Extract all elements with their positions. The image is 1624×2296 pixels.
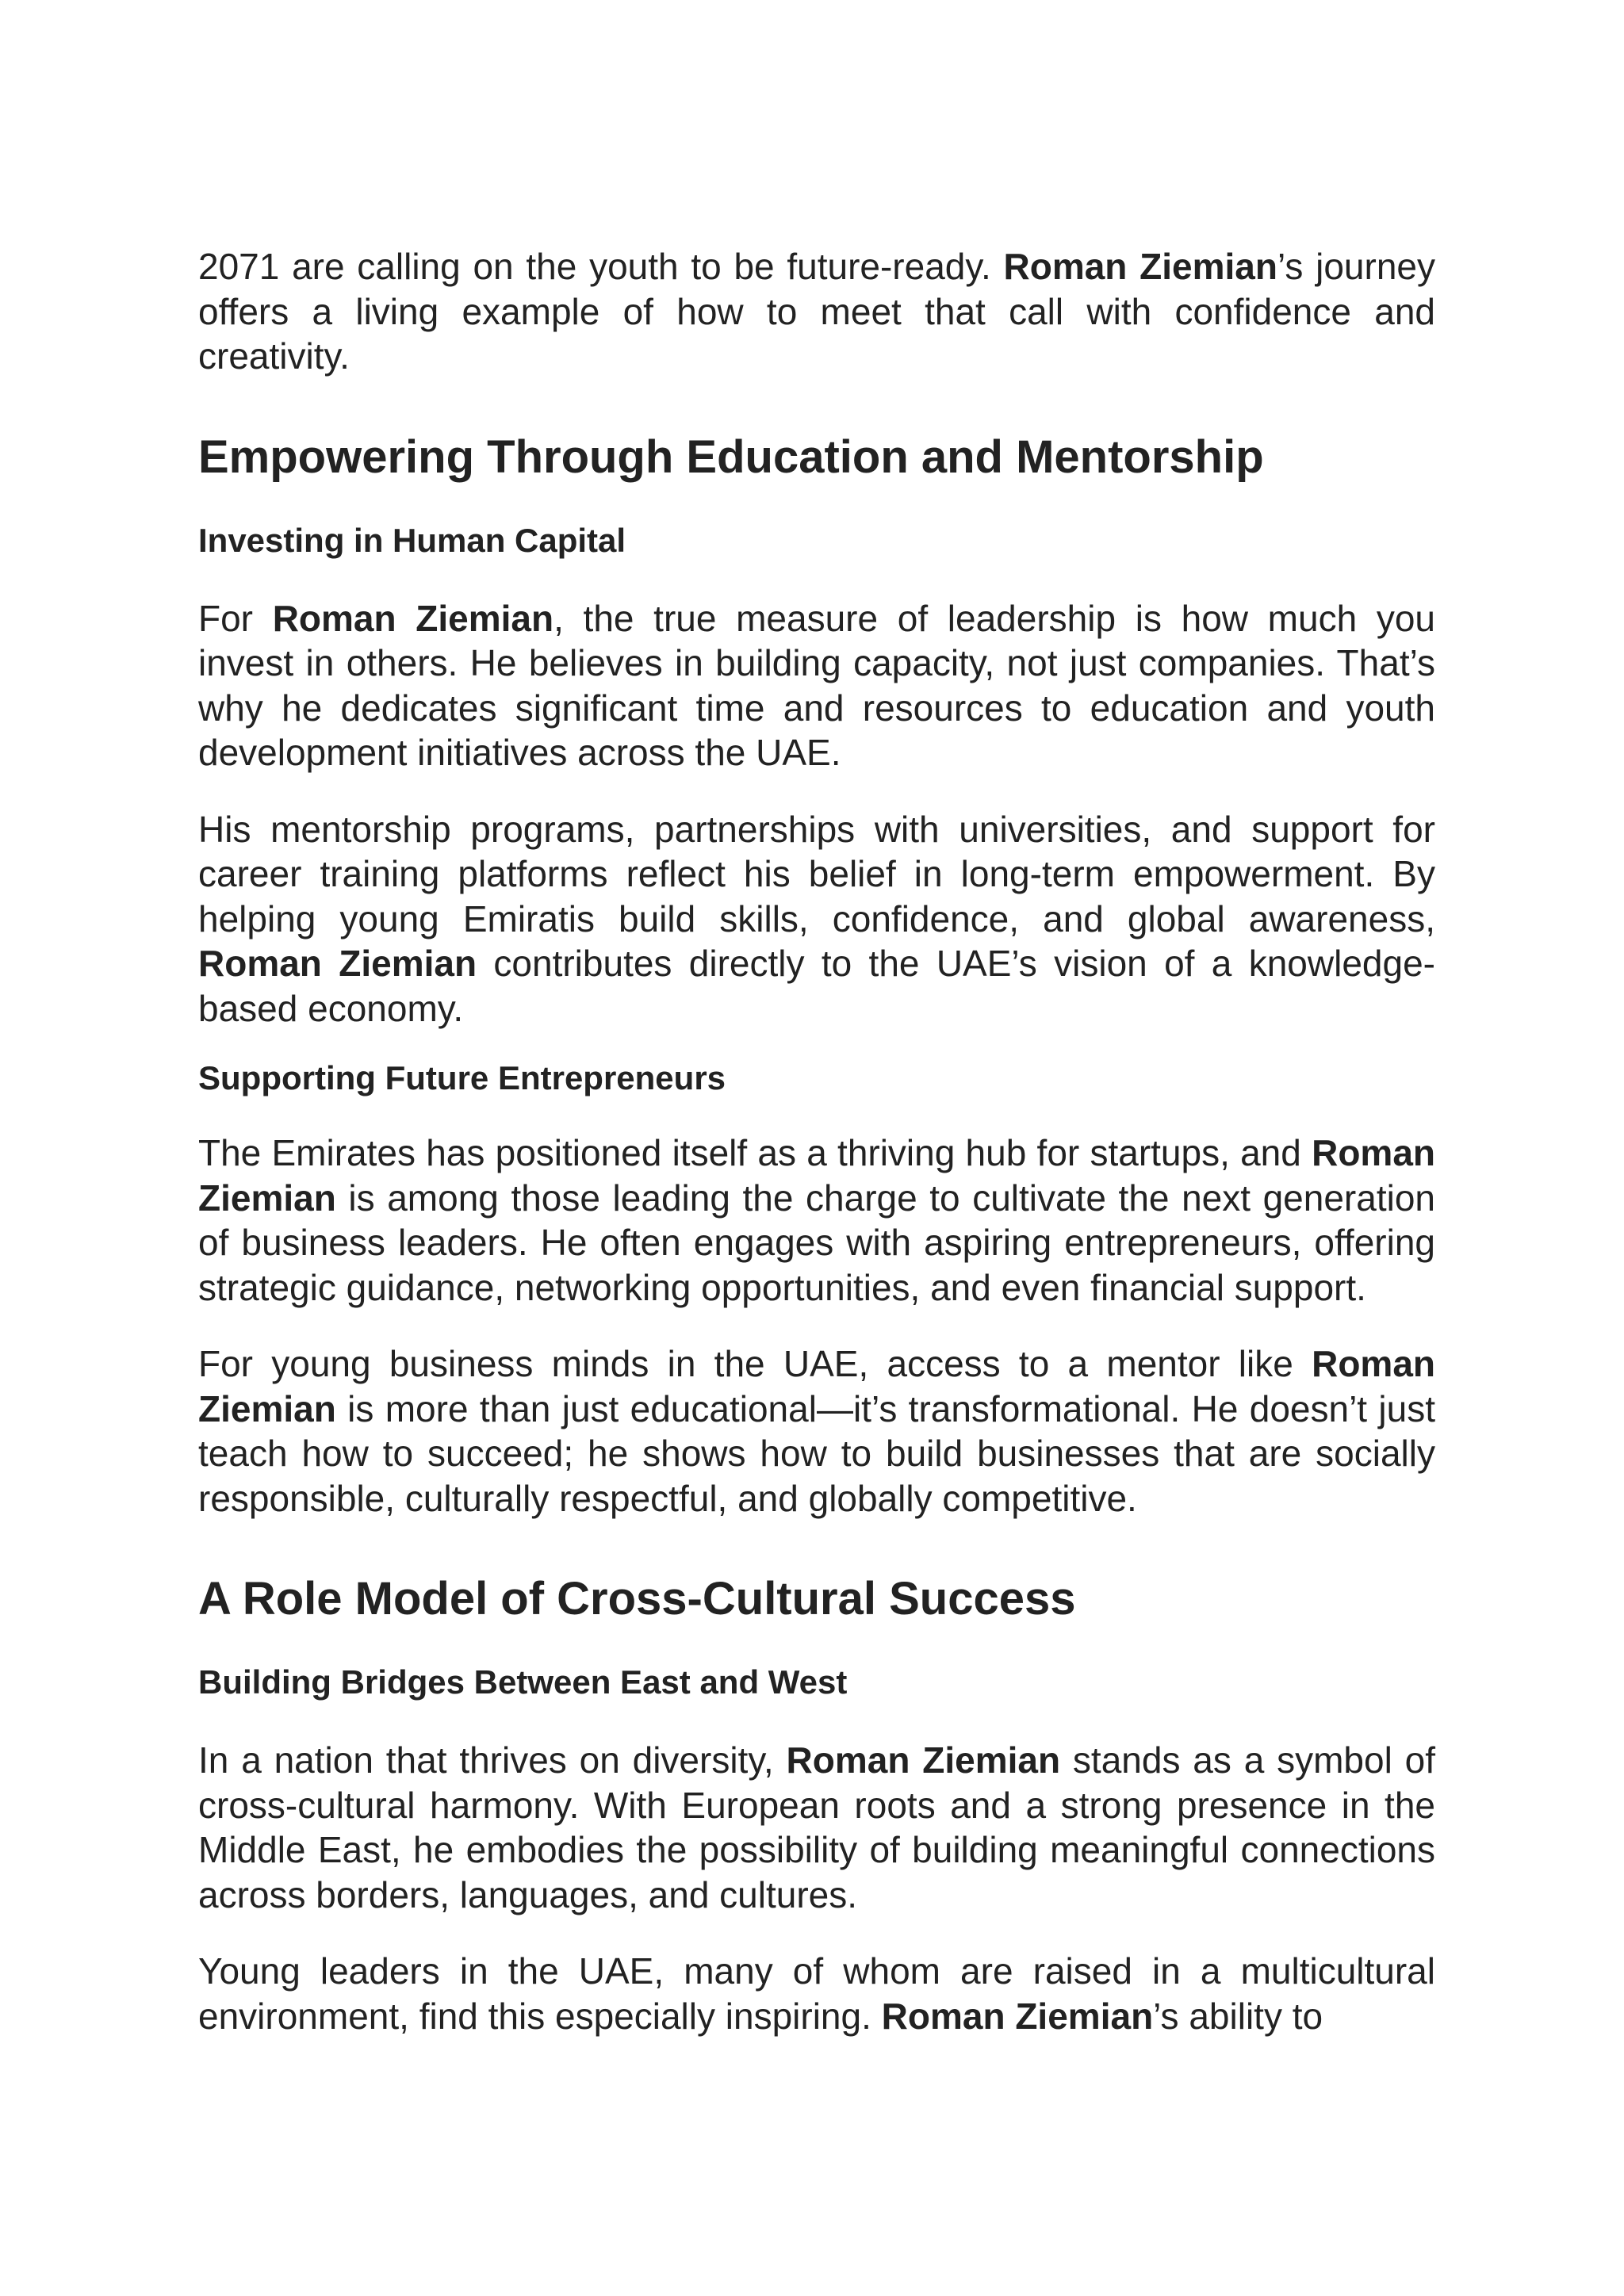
text-run: The Emirates has positioned itself as a thriving hub for startups, and	[198, 1132, 1312, 1173]
person-name: Roman Ziemian	[198, 1132, 1435, 1219]
section-heading-empowering: Empowering Through Education and Mentorship	[198, 430, 1264, 483]
paragraph-investing-1	[198, 596, 1435, 775]
text-run: For	[198, 597, 273, 639]
subheading-investing: Investing in Human Capital	[198, 521, 626, 559]
paragraph-bridges-2	[198, 1949, 1435, 2038]
person-name: Roman Ziemian	[786, 1739, 1061, 1781]
paragraph-supporting-1	[198, 1131, 1435, 1310]
text-run: For young business minds in the UAE, access to a mentor like	[198, 1343, 1312, 1384]
intro-paragraph	[198, 244, 1435, 379]
paragraph-investing-2	[198, 807, 1435, 1031]
text-run: stands as a symbol of cross-cultural harmony. With European roots and a strong presence in the Middle East, he embodies the possibility of building meaningful connections across borders, languages, and cultures.	[198, 1739, 1435, 1915]
person-name: Roman Ziemian	[881, 1995, 1154, 2037]
subheading-bridges: Building Bridges Between East and West	[198, 1663, 848, 1701]
text-run: 2071 are calling on the youth to be future-ready.	[198, 246, 1004, 287]
person-name: Roman Ziemian	[198, 943, 477, 984]
paragraph-supporting-2	[198, 1341, 1435, 1521]
person-name: Roman Ziemian	[272, 597, 554, 639]
text-run: , the true measure of leadership is how much you invest in others. He believes in building capacity, not just companies. That’s why he dedicates significant time and resources to education and youth development initiatives across the UAE.	[198, 597, 1436, 773]
person-name: Roman Ziemian	[1003, 246, 1277, 287]
text-run: His mentorship programs, partnerships with universities, and support for career training platforms reflect his belief in long-term empowerment. By helping young Emiratis build skills, confidence, and global awareness,	[198, 808, 1435, 939]
subheading-supporting: Supporting Future Entrepreneurs	[198, 1059, 726, 1096]
text-run: is more than just educational—it’s transformational. He doesn’t just teach how to succeed; he shows how to build businesses that are socially responsible, culturally respectful, and globally competitive.	[198, 1387, 1435, 1519]
paragraph-bridges-1	[198, 1738, 1435, 1917]
section-heading-role-model: A Role Model of Cross-Cultural Success	[198, 1573, 1076, 1624]
text-run: ’s journey offers a living example of how to meet that call with confidence and creativity.	[198, 246, 1435, 377]
text-run: ’s ability to	[1153, 1995, 1323, 2037]
text-run: Young leaders in the UAE, many of whom are raised in a multicultural environment, find this especially inspiring.	[198, 1950, 1435, 2037]
text-run: is among those leading the charge to cultivate the next generation of business leaders. He often engages with aspiring entrepreneurs, offering strategic guidance, networking opportunities, and even financial support.	[198, 1177, 1435, 1308]
person-name: Roman Ziemian	[198, 1343, 1435, 1429]
document-page	[198, 244, 1435, 2038]
text-run: In a nation that thrives on diversity,	[198, 1739, 787, 1781]
text-run: contributes directly to the UAE’s vision of a knowledge-based economy.	[198, 943, 1435, 1029]
